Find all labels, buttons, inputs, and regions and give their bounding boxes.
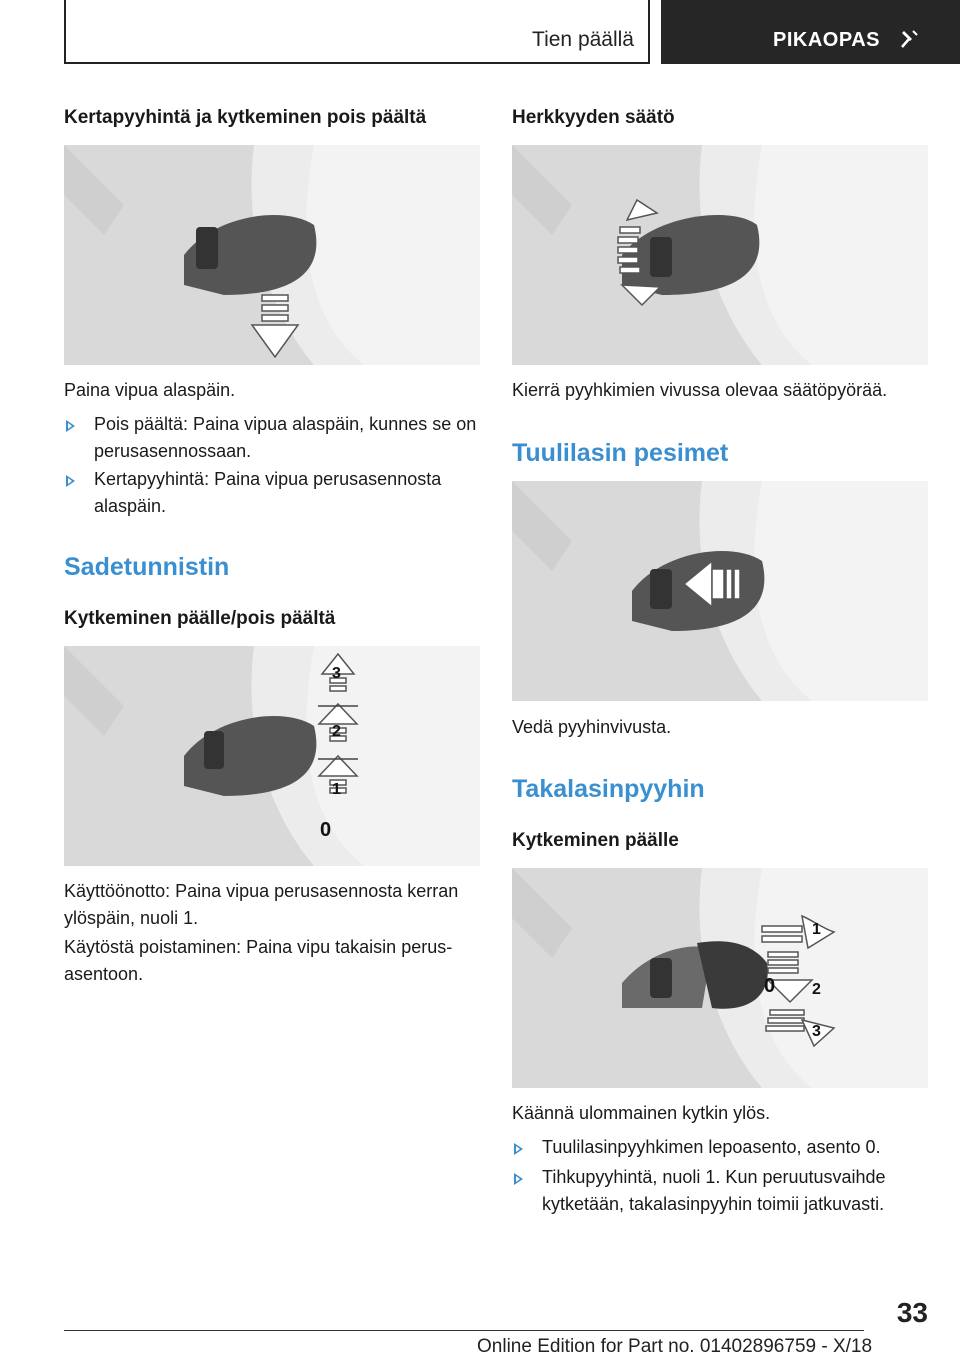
bullet-arrow-icon — [66, 420, 75, 432]
list-item — [64, 466, 480, 520]
position-label: 3 — [332, 665, 341, 682]
subheading-single-wipe: Kertapyyhintä ja kytkeminen pois päältä — [64, 107, 427, 128]
paragraph-press-down: Paina vipua alaspäin. — [64, 380, 236, 400]
position-label: 2 — [812, 981, 821, 998]
list-item — [64, 411, 480, 465]
list-item — [512, 1134, 928, 1161]
subheading-switch-on: Kytkeminen päälle — [512, 830, 679, 851]
footer-edition: Online Edition for Part no. 01402896759 - X/18 — [477, 1336, 873, 1357]
bullet-arrow-icon — [66, 475, 75, 487]
figure-rear-wiper-switch — [512, 868, 928, 1088]
position-label: 1 — [812, 921, 821, 938]
list-item-text: Tuulilasinpyyhkimen lepoasento, asento 0. — [542, 1137, 881, 1157]
subheading-on-off: Kytkeminen päälle/pois päältä — [64, 608, 336, 629]
list-item — [512, 1164, 928, 1218]
list-item-text: Kertapyyhintä: Paina vipua perusasennosta alaspäin. — [94, 469, 442, 516]
subheading-sensitivity: Herkkyyden säätö — [512, 107, 675, 128]
list-item-text: Tihkupyyhintä, nuoli 1. Kun peruutusvaihde kytketään, takalasinpyyhin toimii jatkuvasti. — [542, 1167, 886, 1214]
paragraph-activation: Käyttöönotto: Paina vipua perusasennosta kerran ylöspäin, nuoli 1. — [64, 881, 459, 928]
list-item-text: Pois päältä: Paina vipua alaspäin, kunnes se on perusasennossaan. — [94, 414, 477, 461]
heading-rain-sensor: Sadetunnistin — [64, 553, 230, 581]
figure-sensitivity-wheel — [512, 145, 928, 365]
pin-icon — [898, 28, 920, 50]
section-title: Tien päällä — [532, 28, 634, 51]
bullet-arrow-icon — [514, 1143, 523, 1155]
heading-washers: Tuulilasin pesimet — [512, 439, 729, 467]
figure-pull-lever — [512, 481, 928, 701]
position-label: 1 — [332, 781, 341, 798]
position-label: 0 — [764, 975, 776, 997]
page-number: 33 — [896, 1297, 928, 1328]
position-label: 2 — [332, 723, 341, 740]
figure-lever-down — [64, 145, 480, 365]
paragraph-pull-lever: Vedä pyyhinvivusta. — [512, 717, 672, 737]
paragraph-turn-switch: Käännä ulommainen kytkin ylös. — [512, 1103, 771, 1123]
header-section-box — [64, 0, 650, 64]
guide-label: PIKAOPAS — [773, 29, 880, 51]
paragraph-turn-wheel: Kierrä pyyhkimien vivussa olevaa säätöpyörää. — [512, 380, 888, 400]
position-label: 0 — [320, 819, 332, 841]
heading-rear-wiper: Takalasinpyyhin — [512, 775, 705, 803]
header-guide-tab[interactable] — [661, 0, 960, 64]
footer-divider — [64, 1330, 864, 1331]
figure-lever-up-positions — [64, 646, 480, 866]
paragraph-deactivation: Käytöstä poistaminen: Paina vipu takaisin perusasentoon. — [64, 937, 453, 984]
position-label: 3 — [812, 1023, 821, 1040]
bullet-arrow-icon — [514, 1173, 523, 1185]
